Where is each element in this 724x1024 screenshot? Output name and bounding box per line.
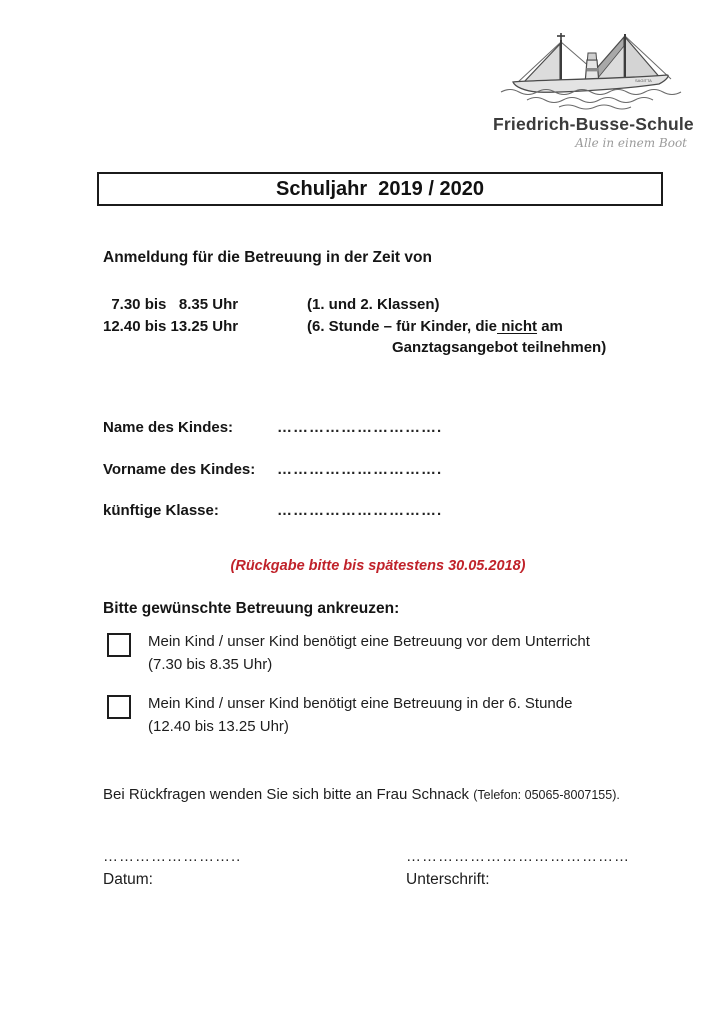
field-row-klasse	[103, 502, 442, 523]
signature-block	[406, 849, 630, 889]
time-2-note-nicht: nicht	[497, 317, 538, 335]
checkbox-option-2	[107, 693, 572, 738]
schuljahr-title: Schuljahr 2019 / 2020	[276, 177, 484, 200]
time-2: 12.40 bis 13.25 Uhr	[103, 317, 239, 335]
time-2-note-start: (6. Stunde – für Kinder, die	[307, 317, 498, 335]
dotted-line-name: ………………………….	[277, 419, 443, 436]
field-label-klasse: künftige Klasse:	[103, 502, 219, 519]
checkbox-option-1	[107, 631, 590, 676]
contact-text: Bei Rückfragen wenden Sie sich bitte an Frau Schnack	[103, 786, 474, 803]
registration-heading: Anmeldung für die Betreuung in der Zeit von	[103, 249, 432, 266]
contact-phone: (Telefon: 05065-8007155).	[473, 788, 620, 802]
checkbox-betreuung-6-stunde[interactable]	[107, 695, 131, 719]
school-tagline: Alle in einem Boot	[575, 136, 687, 150]
contact-note	[103, 786, 620, 803]
field-label-vorname: Vorname des Kindes:	[103, 460, 256, 478]
date-label: Datum:	[103, 871, 153, 888]
field-row-vorname	[103, 461, 442, 482]
time-row-2	[103, 316, 606, 338]
checkbox-betreuung-vor-unterricht[interactable]	[107, 633, 131, 657]
date-dotted-line: ……………………..	[103, 848, 242, 865]
boat-name-label: SAGITTA	[635, 78, 652, 83]
school-logo	[493, 30, 694, 150]
time-1-note: (1. und 2. Klassen)	[307, 296, 440, 313]
field-row-name	[103, 419, 442, 440]
time-2-note-end: am	[537, 317, 563, 335]
school-name: Friedrich-Busse-Schule	[493, 114, 694, 134]
boat-icon	[499, 30, 685, 112]
signature-dotted-line: ……………………………………	[406, 848, 630, 865]
time-row-1	[103, 294, 606, 316]
schuljahr-title-box	[97, 172, 663, 206]
option-2-text	[148, 693, 572, 738]
option-2-line1: Mein Kind / unser Kind benötigt eine Betreuung in der 6. Stunde	[148, 695, 573, 712]
deadline-note: (Rückgabe bitte bis spätestens 30.05.2018)	[230, 558, 526, 574]
time-1: 7.30 bis 8.35 Uhr	[103, 296, 239, 313]
dotted-line-klasse: ………………………….	[277, 502, 443, 519]
option-1-line2: (7.30 bis 8.35 Uhr)	[148, 655, 273, 673]
option-1-line1: Mein Kind / unser Kind benötigt eine Betreuung vor dem Unterricht	[148, 633, 590, 650]
checklist-heading: Bitte gewünschte Betreuung ankreuzen:	[103, 600, 400, 617]
option-2-line2: (12.40 bis 13.25 Uhr)	[148, 717, 289, 735]
time-2-note	[307, 316, 563, 338]
date-block	[103, 849, 241, 889]
option-1-text	[148, 631, 590, 676]
time-2-note-line2: Ganztagsangebot teilnehmen)	[392, 339, 607, 356]
signature-label: Unterschrift:	[406, 871, 490, 888]
time-slots	[103, 294, 606, 359]
child-fields	[103, 419, 442, 544]
dotted-line-vorname: ………………………….	[277, 460, 443, 478]
field-label-name: Name des Kindes:	[103, 419, 234, 436]
